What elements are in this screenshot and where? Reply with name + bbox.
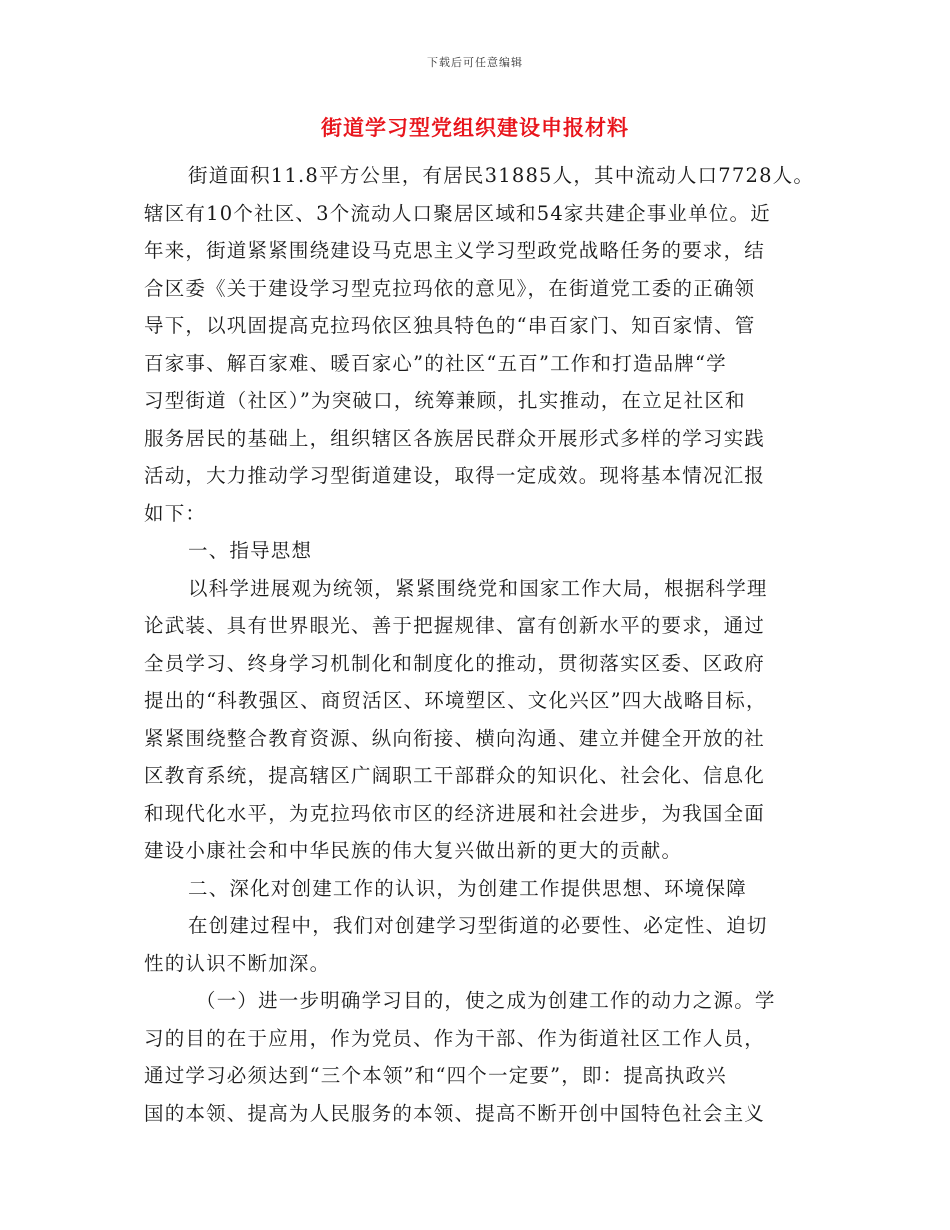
paragraph-line: 和现代化水平，为克拉玛依市区的经济进展和社会进步，为我国全面 — [144, 801, 766, 825]
paragraph-line: 如下： — [144, 501, 207, 525]
paragraph-line: 街道面积11.8平方公里，有居民31885人，其中流动人口7728人。 — [188, 164, 815, 187]
paragraph-line: 建设小康社会和中华民族的伟大复兴做出新的更大的贡献。 — [144, 839, 683, 862]
paragraph-line: 活动，大力推动学习型街道建设，取得一定成效。现将基本情况汇报 — [144, 464, 766, 487]
document-title: 街道学习型党组织建设申报材料 — [321, 115, 629, 140]
document-body — [144, 157, 834, 1132]
paragraph-line: 百家事、解百家难、暖百家心”的社区“五百”工作和打造品牌“学 — [144, 351, 727, 375]
paragraph-line: 全员学习、终身学习机制化和制度化的推动，贯彻落实区委、区政府 — [144, 651, 766, 675]
paragraph-line: 合区委《关于建设学习型克拉玛依的意见》，在街道党工委的正确领 — [144, 276, 756, 300]
paragraph-line: 辖区有10个社区、3个流动人口聚居区域和54家共建企事业单位。近 — [144, 201, 771, 225]
paragraph-line: （一）进一步明确学习目的，使之成为创建工作的动力之源。学 — [196, 989, 776, 1012]
paragraph-line: 习型街道（社区）”为突破口，统筹兼顾，扎实推动，在立足社区和 — [144, 389, 746, 412]
paragraph-line: 导下，以巩固提高克拉玛依区独具特色的“串百家门、知百家情、管 — [144, 314, 756, 337]
paragraph-line: 以科学进展观为统领，紧紧围绕党和国家工作大局，根据科学理 — [188, 576, 768, 600]
paragraph-line: 论武装、具有世界眼光、善于把握规律、富有创新水平的要求，通过 — [144, 614, 766, 637]
paragraph-line: 国的本领、提高为人民服务的本领、提高不断开创中国特色社会主义 — [144, 1101, 766, 1125]
header-note: 下载后可任意编辑 — [427, 56, 523, 69]
paragraph-line: 提出的“科教强区、商贸活区、环境塑区、文化兴区”四大战略目标， — [144, 689, 767, 712]
section-heading: 二、深化对创建工作的认识，为创建工作提供思想、环境保障 — [188, 876, 747, 900]
paragraph-line: 服务居民的基础上，组织辖区各族居民群众开展形式多样的学习实践 — [144, 426, 766, 450]
paragraph-line: 紧紧围绕整合教育资源、纵向衔接、横向沟通、建立并健全开放的社 — [144, 726, 766, 750]
paragraph-line: 性的认识不断加深。 — [144, 951, 331, 975]
paragraph-line: 通过学习必须达到“三个本领”和“四个一定要”，即：提高执政兴 — [144, 1064, 727, 1087]
paragraph-line: 习的目的在于应用，作为党员、作为干部、作为街道社区工作人员， — [144, 1026, 766, 1050]
section-heading: 一、指导思想 — [188, 539, 313, 562]
paragraph-line: 区教育系统，提高辖区广阔职工干部群众的知识化、社会化、信息化 — [144, 764, 766, 787]
paragraph-line: 在创建过程中，我们对创建学习型街道的必要性、必定性、迫切 — [188, 914, 768, 937]
paragraph-line: 年来，街道紧紧围绕建设马克思主义学习型政党战略任务的要求，结 — [144, 239, 766, 262]
